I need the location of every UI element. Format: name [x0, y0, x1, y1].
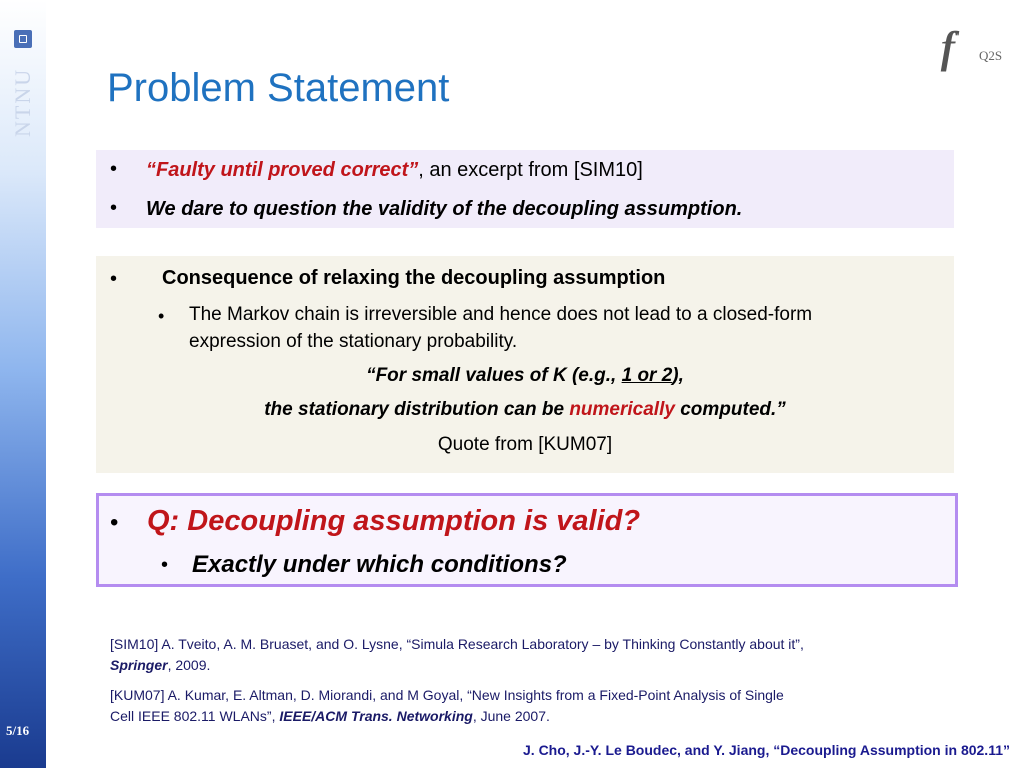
sub-bullet-marker: • [161, 554, 169, 576]
bullet-marker: • [110, 158, 118, 180]
quote-line-2-a: the stationary distribution can be [264, 399, 570, 420]
quote-line-1-a: “For small values of K (e.g., [366, 365, 622, 386]
quote-line-1 [96, 365, 954, 387]
q2s-logo [942, 22, 1012, 82]
quote-line-1-b: 1 or 2 [621, 365, 673, 386]
consequence-box [96, 256, 954, 473]
reference-kum07 [110, 685, 990, 727]
ntnu-logo-icon [14, 30, 32, 48]
consequence-heading: Consequence of relaxing the decoupling assumption [162, 267, 666, 289]
sim10-text: [SIM10] A. Tveito, A. M. Bruaset, and O. Lysne, “Simula Research Laboratory – by Thinking Constantly about it”, [110, 636, 804, 652]
footer-citation: J. Cho, J.-Y. Le Boudec, and Y. Jiang, “Decoupling Assumption in 802.11” [523, 742, 1010, 758]
faulty-rest: , an excerpt from [SIM10] [418, 159, 643, 181]
markov-line-1: The Markov chain is irreversible and hence does not lead to a closed-form [189, 304, 813, 325]
quote-line-1-c: ), [672, 365, 684, 386]
decoupling-question: Q: Decoupling assumption is valid? [147, 505, 641, 537]
left-sidebar [0, 0, 46, 768]
slide-title: Problem Statement [107, 66, 450, 110]
bullet-question-validity: We dare to question the validity of the decoupling assumption. [146, 198, 743, 220]
sim10-year: , 2009. [167, 657, 211, 673]
kum07-date: , June 2007. [472, 708, 550, 724]
kum07-text-2: Cell IEEE 802.11 WLANs”, [110, 708, 280, 724]
q2s-logo-text: Q2S [979, 48, 1003, 63]
reference-sim10 [110, 634, 990, 676]
page-number: 5/16 [6, 723, 30, 738]
faulty-quote: “Faulty until proved correct” [146, 159, 419, 181]
question-box [96, 493, 958, 587]
ntnu-logo [10, 30, 36, 150]
sub-bullet-marker: • [158, 306, 165, 326]
quote-source: Quote from [KUM07] [437, 434, 613, 455]
kum07-journal: IEEE/ACM Trans. Networking [279, 708, 473, 724]
ntnu-logo-text: NTNU [10, 67, 35, 137]
bullet-faulty [146, 159, 643, 182]
markov-line-2: expression of the stationary probability. [189, 331, 518, 352]
conditions-question: Exactly under which conditions? [192, 551, 567, 578]
references [110, 634, 990, 727]
quote-box [96, 150, 954, 228]
sim10-publisher: Springer [110, 657, 168, 673]
quote-line-2-c: computed.” [674, 399, 786, 420]
bullet-marker: • [110, 197, 118, 219]
kum07-text: [KUM07] A. Kumar, E. Altman, D. Miorandi, and M Goyal, “New Insights from a Fixed-Point Analysis of Single [110, 687, 784, 703]
quote-line-2 [96, 399, 954, 421]
quote-line-2-b: numerically [569, 399, 675, 420]
bullet-marker: • [110, 268, 118, 290]
bullet-marker: • [110, 509, 119, 536]
